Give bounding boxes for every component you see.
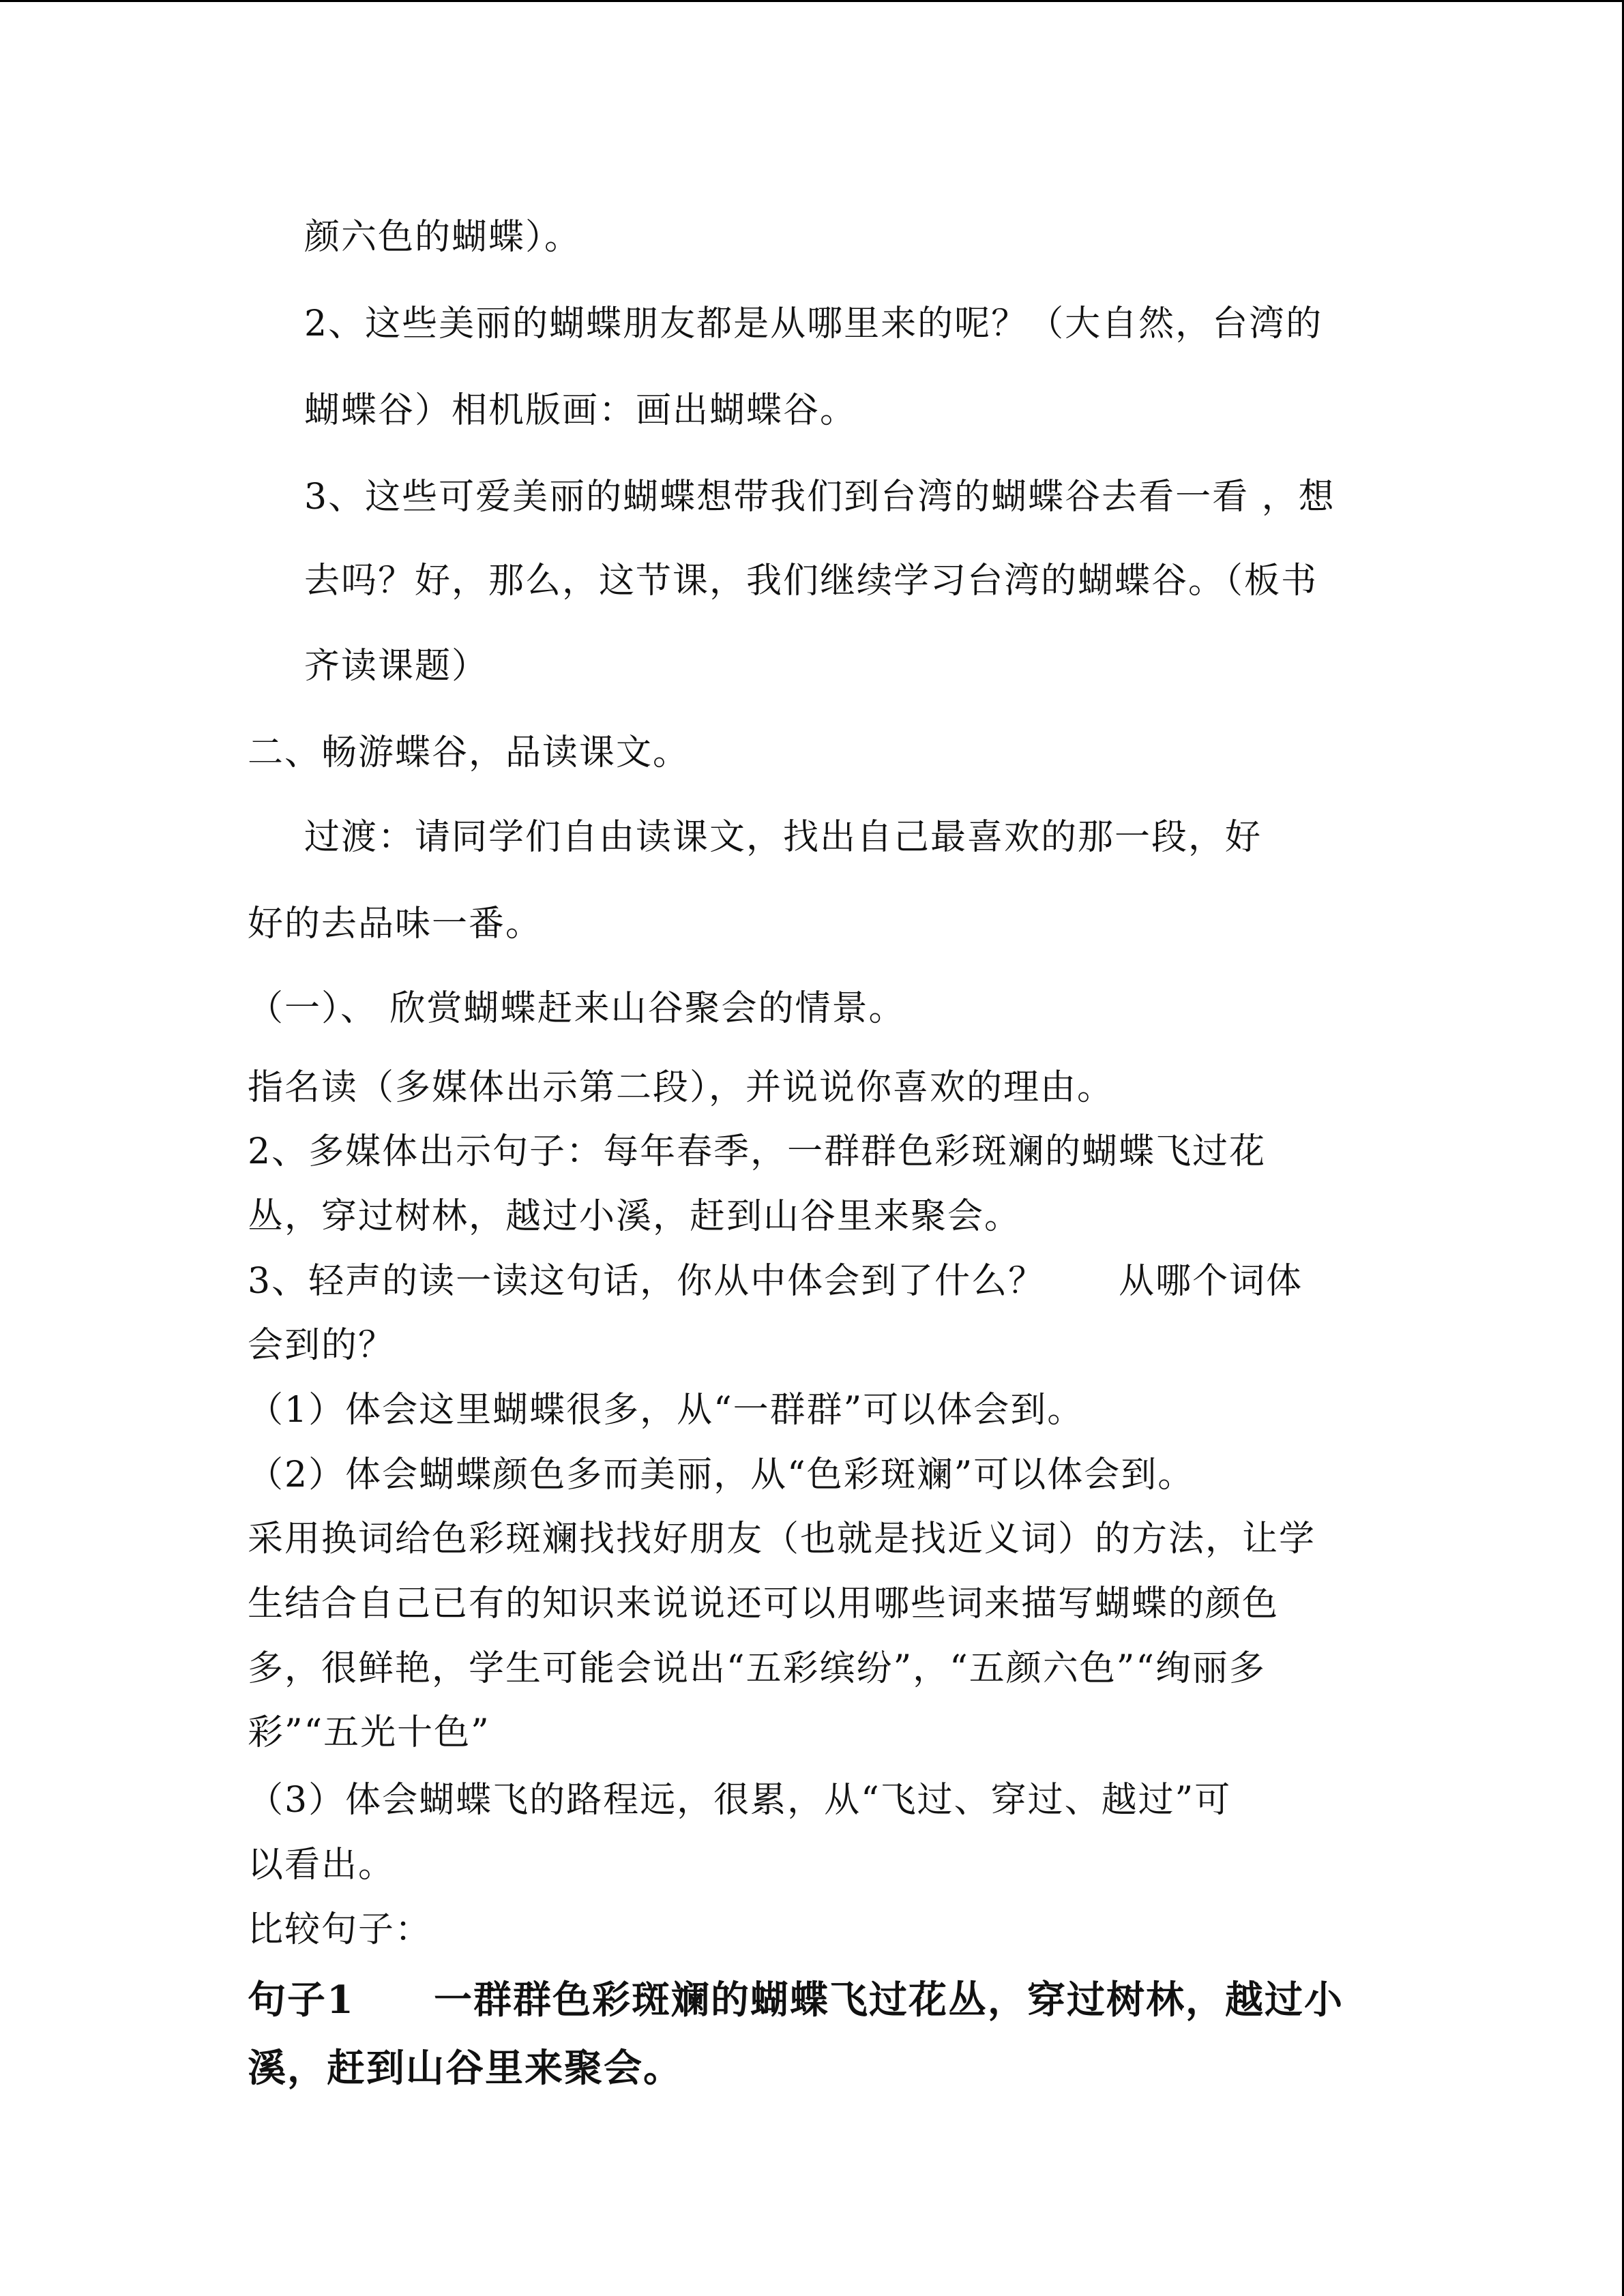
section-heading: 二、畅游蝶谷，品读课文。	[248, 732, 690, 773]
text-line: 2、这些美丽的蝴蝶朋友都是从哪里来的呢？（大自然，台湾的	[304, 303, 1323, 344]
text-line: 指名读（多媒体出示第二段），并说说你喜欢的理由。	[248, 1067, 1114, 1108]
text-line: 生结合自己已有的知识来说说还可以用哪些词来描写蝴蝶的颜色	[248, 1583, 1280, 1624]
text-line: 会到的？	[248, 1325, 396, 1366]
text-line: 去吗？好，那么，这节课，我们继续学习台湾的蝴蝶谷。（板书	[304, 561, 1318, 601]
text-line: （1）体会这里蝴蝶很多，从“一群群”可以体会到。	[248, 1390, 1084, 1431]
text-line: 颜六色的蝴蝶）。	[304, 217, 582, 258]
text-line: 齐读课题）	[304, 646, 489, 687]
text-line: 2、多媒体出示句子：每年春季，一群群色彩斑斓的蝴蝶飞过花	[248, 1131, 1267, 1172]
bold-text-line: 句子1 一群群色彩斑斓的蝴蝶飞过花丛，穿过树林，越过小	[248, 1978, 1344, 2023]
text-line: 过渡：请同学们自由读课文，找出自己最喜欢的那一段，好	[304, 817, 1263, 858]
text-line: 彩”“五光十色”	[248, 1712, 490, 1753]
text-line: 蝴蝶谷）相机版画：画出蝴蝶谷。	[304, 390, 857, 431]
text-line: 以看出。	[248, 1845, 396, 1885]
subsection-heading: （一）、 欣赏蝴蝶赶来山谷聚会的情景。	[248, 988, 906, 1029]
text-line: 好的去品味一番。	[248, 904, 543, 944]
bold-text-line: 溪，赶到山谷里来聚会。	[248, 2046, 683, 2091]
page-top-border	[0, 0, 1624, 2]
text-line: 3、轻声的读一读这句话，你从中体会到了什么？ 从哪个词体	[248, 1261, 1303, 1302]
text-line: 3、这些可爱美丽的蝴蝶想带我们到台湾的蝴蝶谷去看一看 ，想	[304, 477, 1335, 518]
text-line: （3）体会蝴蝶飞的路程远，很累，从“飞过、穿过、越过”可	[248, 1780, 1232, 1821]
text-line: 多，很鲜艳，学生可能会说出“五彩缤纷”，“五颜六色”“绚丽多	[248, 1648, 1266, 1689]
text-line: （2）体会蝴蝶颜色多而美丽，从“色彩斑斓”可以体会到。	[248, 1455, 1195, 1495]
text-line: 采用换词给色彩斑斓找找好朋友（也就是找近义词）的方法，让学	[248, 1519, 1316, 1560]
text-line: 丛，穿过树林，越过小溪，赶到山谷里来聚会。	[248, 1196, 1022, 1237]
text-line: 比较句子：	[248, 1909, 432, 1950]
